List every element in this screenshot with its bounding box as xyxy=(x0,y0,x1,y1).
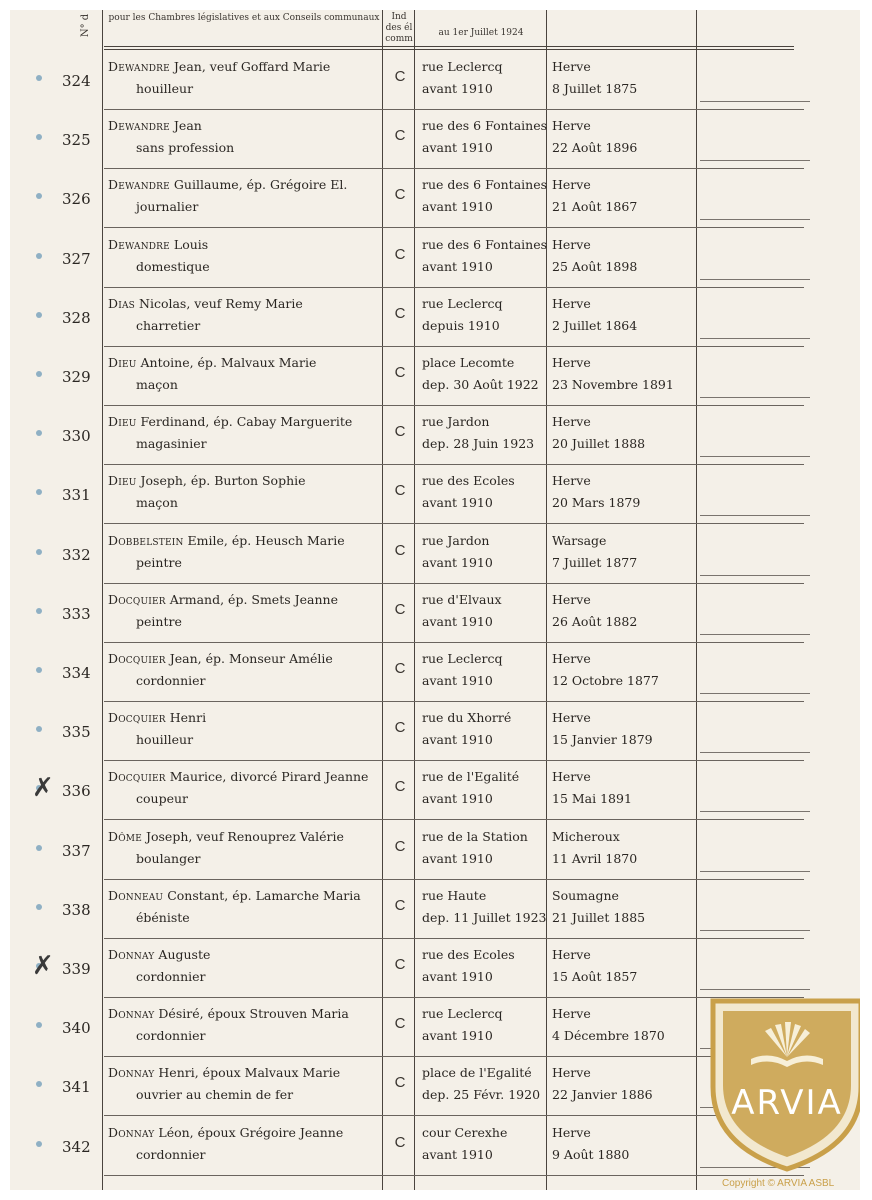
residence-since: avant 1910 xyxy=(422,673,493,688)
pencil-dot-icon xyxy=(36,430,42,436)
entry-number: 326 xyxy=(62,190,91,209)
given-name: Jean, veuf Goffard Marie xyxy=(169,59,331,74)
surname: Donnay xyxy=(108,1065,155,1081)
indication: C xyxy=(394,600,406,618)
entry-number: 338 xyxy=(62,900,91,919)
address: cour Cerexhe xyxy=(422,1124,508,1140)
address: rue du Xhorré xyxy=(422,710,512,726)
person-name xyxy=(108,651,388,666)
occupation: cordonnier xyxy=(136,969,206,984)
table-row xyxy=(10,169,860,228)
birth-date: 21 Août 1867 xyxy=(552,199,638,215)
table-row xyxy=(10,939,860,998)
residence-since: avant 1910 xyxy=(422,140,493,156)
address: rue d'Elvaux xyxy=(422,591,502,607)
birth-place: Herve xyxy=(552,1124,591,1140)
row-rule-right xyxy=(700,160,810,161)
entry-number: 325 xyxy=(62,131,91,150)
table-row xyxy=(10,821,860,880)
residence-since: dep. 30 Août 1922 xyxy=(422,377,539,392)
given-name: Henri, époux Malvaux Marie xyxy=(154,1065,341,1081)
given-name: Jean, ép. Monseur Amélie xyxy=(165,651,333,666)
occupation: houilleur xyxy=(136,732,194,748)
residence-since: avant 1910 xyxy=(422,199,493,215)
residence-since: avant 1910 xyxy=(422,1146,493,1162)
surname: Donnay xyxy=(108,947,155,962)
row-rule-right xyxy=(700,515,810,516)
indication: C xyxy=(394,1133,406,1151)
birth-date: 4 Décembre 1870 xyxy=(552,1028,665,1044)
person-name xyxy=(108,710,388,725)
pencil-dot-icon xyxy=(36,312,42,318)
indication: C xyxy=(394,778,406,796)
given-name: Joseph, ép. Burton Sophie xyxy=(136,473,306,489)
surname: Dewandre xyxy=(108,177,170,193)
birth-place: Herve xyxy=(552,59,591,74)
address: rue Leclercq xyxy=(422,59,503,74)
row-rule xyxy=(104,1175,804,1176)
pencil-dot-icon xyxy=(36,726,42,732)
address: rue Leclercq xyxy=(422,295,503,311)
person-name xyxy=(108,1065,388,1080)
residence-since: avant 1910 xyxy=(422,969,493,984)
surname: Donnay xyxy=(108,1006,155,1022)
occupation: houilleur xyxy=(136,81,194,96)
entry-number: 333 xyxy=(62,604,91,623)
indication: C xyxy=(394,660,406,677)
birth-date: 21 Juillet 1885 xyxy=(552,909,646,925)
pencil-dot-icon xyxy=(36,193,42,199)
table-header xyxy=(10,10,860,48)
person-name xyxy=(108,769,388,784)
address: rue des 6 Fontaines xyxy=(422,236,548,252)
cross-mark: ✗ xyxy=(32,951,54,981)
given-name: Emile, ép. Heusch Marie xyxy=(183,532,345,548)
given-name: Henri xyxy=(165,710,207,726)
surname: Donnay xyxy=(108,1124,155,1140)
person-name xyxy=(108,888,388,903)
pencil-dot-icon xyxy=(36,904,42,910)
entry-number: 327 xyxy=(62,249,91,268)
row-rule-right xyxy=(700,279,810,280)
given-name: Auguste xyxy=(154,947,211,962)
surname: Docquier xyxy=(108,591,166,607)
address: rue de l'Egalité xyxy=(422,769,520,785)
birth-date: 8 Juillet 1875 xyxy=(552,81,638,96)
header-rule-2 xyxy=(104,49,794,50)
occupation: maçon xyxy=(136,377,178,392)
pencil-dot-icon xyxy=(36,845,42,851)
residence-since: avant 1910 xyxy=(422,791,493,807)
address: rue Jardon xyxy=(422,532,490,548)
birth-date: 15 Janvier 1879 xyxy=(552,732,653,748)
table-row xyxy=(10,761,860,820)
pencil-dot-icon xyxy=(36,371,42,377)
table-row xyxy=(10,406,860,465)
person-name xyxy=(108,59,388,74)
copyright-notice: Copyright © ARVIA ASBL xyxy=(722,1178,835,1189)
entry-number: 329 xyxy=(62,368,91,386)
entry-number: 331 xyxy=(62,486,91,505)
given-name: Guillaume, ép. Grégoire El. xyxy=(169,177,348,193)
given-name: Désiré, époux Strouven Maria xyxy=(154,1006,349,1022)
person-name xyxy=(108,592,388,607)
surname: Dewandre xyxy=(108,118,170,134)
birth-place: Herve xyxy=(552,591,591,607)
birth-date: 9 Août 1880 xyxy=(552,1146,630,1162)
given-name: Nicolas, veuf Remy Marie xyxy=(135,295,303,311)
residence-since: avant 1910 xyxy=(422,554,493,570)
birth-place: Herve xyxy=(552,414,591,430)
person-name xyxy=(108,1125,388,1140)
surname: Dobbelstein xyxy=(108,532,184,548)
surname: Docquier xyxy=(108,710,166,726)
indication: C xyxy=(394,68,406,85)
birth-date: 12 Octobre 1877 xyxy=(552,673,659,688)
person-name xyxy=(108,237,388,252)
occupation: coupeur xyxy=(136,791,189,807)
indication: C xyxy=(394,1015,406,1033)
header-name: pour les Chambres législatives et aux Conseils communaux xyxy=(108,13,380,23)
entry-number: 332 xyxy=(62,545,91,564)
occupation: peintre xyxy=(136,613,182,629)
row-rule-right xyxy=(700,930,810,931)
given-name: Louis xyxy=(169,236,209,252)
address: rue de la Station xyxy=(422,828,528,844)
surname: Dias xyxy=(108,295,136,311)
row-rule-right xyxy=(700,634,810,635)
pencil-dot-icon xyxy=(36,134,42,140)
person-name xyxy=(108,829,388,844)
row-rule-right xyxy=(700,871,810,872)
indication: C xyxy=(394,837,406,855)
person-name xyxy=(108,118,388,133)
person-name xyxy=(108,414,388,429)
logo-text: ARVIA xyxy=(731,1083,843,1123)
indication: C xyxy=(394,423,406,441)
birth-place: Herve xyxy=(552,236,591,252)
birth-date: 23 Novembre 1891 xyxy=(552,377,674,392)
indication: C xyxy=(394,364,406,381)
residence-since: dep. 25 Févr. 1920 xyxy=(422,1087,541,1103)
occupation: sans profession xyxy=(136,140,235,156)
indication: C xyxy=(394,896,406,914)
address: place Lecomte xyxy=(422,355,515,370)
given-name: Jean xyxy=(169,118,202,134)
row-rule-right xyxy=(700,989,810,990)
birth-date: 22 Janvier 1886 xyxy=(552,1087,653,1103)
pencil-dot-icon xyxy=(36,253,42,259)
pencil-dot-icon xyxy=(36,1141,42,1147)
address: rue des 6 Fontaines xyxy=(422,118,548,134)
indication: C xyxy=(394,719,406,737)
pencil-dot-icon xyxy=(36,608,42,614)
occupation: charretier xyxy=(136,317,201,333)
table-row xyxy=(10,110,860,169)
surname: Docquier xyxy=(108,769,166,785)
residence-since: avant 1910 xyxy=(422,258,493,274)
address: rue des Ecoles xyxy=(422,947,515,962)
residence-since: avant 1910 xyxy=(422,732,493,748)
row-rule-right xyxy=(700,693,810,694)
birth-place: Herve xyxy=(552,177,591,193)
entry-number: 334 xyxy=(62,664,91,682)
table-row xyxy=(10,702,860,761)
surname: Donneau xyxy=(108,887,164,903)
header-number: N° d xyxy=(80,13,92,38)
birth-place: Herve xyxy=(552,295,591,311)
pencil-dot-icon xyxy=(36,75,42,81)
table-row xyxy=(10,584,860,643)
indication: C xyxy=(394,482,406,500)
table-row xyxy=(10,643,860,702)
pencil-dot-icon xyxy=(36,667,42,673)
header-indication: Ind des él comm xyxy=(385,12,413,44)
table-row xyxy=(10,347,860,406)
occupation: ébéniste xyxy=(136,909,190,925)
address: rue Leclercq xyxy=(422,1006,503,1022)
entry-number: 340 xyxy=(62,1019,91,1038)
birth-place: Herve xyxy=(552,710,591,726)
surname: Dewandre xyxy=(108,236,170,252)
residence-since: avant 1910 xyxy=(422,1028,493,1044)
indication: C xyxy=(394,541,406,559)
residence-since: dep. 28 Juin 1923 xyxy=(422,436,535,452)
entry-number: 341 xyxy=(62,1078,91,1097)
birth-place: Herve xyxy=(552,651,591,666)
table-row xyxy=(10,51,860,110)
birth-date: 26 Août 1882 xyxy=(552,613,638,629)
occupation: boulanger xyxy=(136,850,201,866)
occupation: maçon xyxy=(136,495,178,511)
address: rue Jardon xyxy=(422,414,490,430)
occupation: cordonnier xyxy=(136,1146,206,1162)
table-row xyxy=(10,525,860,584)
entry-number: 336 xyxy=(62,782,91,801)
table-row xyxy=(10,465,860,524)
table-row xyxy=(10,229,860,288)
person-name xyxy=(108,177,388,192)
header-rule xyxy=(104,46,794,47)
entry-number: 339 xyxy=(62,960,91,978)
row-rule-right xyxy=(700,752,810,753)
address: rue Haute xyxy=(422,887,487,903)
given-name: Léon, époux Grégoire Jeanne xyxy=(154,1124,344,1140)
birth-date: 20 Mars 1879 xyxy=(552,495,641,511)
surname: Dieu xyxy=(108,414,137,430)
given-name: Antoine, ép. Malvaux Marie xyxy=(136,355,317,370)
birth-place: Herve xyxy=(552,473,591,489)
given-name: Constant, ép. Lamarche Maria xyxy=(163,887,361,903)
row-rule-right xyxy=(700,338,810,339)
pencil-dot-icon xyxy=(36,489,42,495)
residence-since: avant 1910 xyxy=(422,81,493,96)
birth-place: Warsage xyxy=(552,532,607,548)
birth-place: Micheroux xyxy=(552,828,620,844)
residence-since: depuis 1910 xyxy=(422,317,500,333)
birth-place: Soumagne xyxy=(552,887,619,903)
pencil-dot-icon xyxy=(36,1022,42,1028)
entry-number: 342 xyxy=(62,1137,91,1156)
row-rule-right xyxy=(700,575,810,576)
arvia-logo xyxy=(707,995,860,1173)
table-row xyxy=(10,880,860,939)
address: rue des 6 Fontaines xyxy=(422,177,548,193)
surname: Dôme xyxy=(108,828,142,844)
pencil-dot-icon xyxy=(36,1081,42,1087)
indication: C xyxy=(394,956,406,973)
pencil-dot-icon xyxy=(36,549,42,555)
indication: C xyxy=(394,127,406,145)
birth-date: 15 Août 1857 xyxy=(552,969,638,984)
birth-date: 20 Juillet 1888 xyxy=(552,436,646,452)
given-name: Joseph, veuf Renouprez Valérie xyxy=(142,828,344,844)
person-name xyxy=(108,473,388,488)
cross-mark: ✗ xyxy=(32,773,54,804)
occupation: cordonnier xyxy=(136,1028,206,1044)
birth-place: Herve xyxy=(552,118,591,134)
birth-place: Herve xyxy=(552,769,591,785)
occupation: ouvrier au chemin de fer xyxy=(136,1087,294,1103)
occupation: cordonnier xyxy=(136,673,206,688)
indication: C xyxy=(394,304,406,322)
surname: Dewandre xyxy=(108,59,170,74)
indication: C xyxy=(394,245,406,263)
residence-since: dep. 11 Juillet 1923 xyxy=(422,909,547,925)
occupation: peintre xyxy=(136,554,182,570)
birth-place: Herve xyxy=(552,1065,591,1081)
indication: C xyxy=(394,1074,406,1092)
given-name: Ferdinand, ép. Cabay Marguerite xyxy=(136,414,353,430)
indication: C xyxy=(394,186,406,204)
occupation: journalier xyxy=(136,199,199,215)
surname: Dieu xyxy=(108,473,137,489)
birth-date: 25 Août 1898 xyxy=(552,258,638,274)
row-rule-right xyxy=(700,456,810,457)
table-row xyxy=(10,288,860,347)
entry-number: 328 xyxy=(62,308,91,327)
given-name: Maurice, divorcé Pirard Jeanne xyxy=(165,769,369,785)
given-name: Armand, ép. Smets Jeanne xyxy=(165,591,338,607)
address: rue Leclercq xyxy=(422,651,503,666)
header-address: au 1er Juillet 1924 xyxy=(438,28,524,38)
birth-place: Herve xyxy=(552,1006,591,1022)
birth-date: 7 Juillet 1877 xyxy=(552,554,638,570)
surname: Dieu xyxy=(108,355,137,370)
surname: Docquier xyxy=(108,651,166,666)
birth-date: 22 Août 1896 xyxy=(552,140,638,156)
birth-date: 11 Avril 1870 xyxy=(552,850,638,866)
row-rule-right xyxy=(700,219,810,220)
row-rule-right xyxy=(700,811,810,812)
birth-place: Herve xyxy=(552,355,591,370)
birth-date: 2 Juillet 1864 xyxy=(552,317,638,333)
residence-since: avant 1910 xyxy=(422,495,493,511)
residence-since: avant 1910 xyxy=(422,850,493,866)
occupation: domestique xyxy=(136,258,210,274)
occupation: magasinier xyxy=(136,436,207,452)
row-rule-right xyxy=(700,101,810,102)
birth-date: 15 Mai 1891 xyxy=(552,791,632,807)
register-page xyxy=(10,10,860,1190)
entry-number: 324 xyxy=(62,72,91,90)
birth-place: Herve xyxy=(552,947,591,962)
row-rule-right xyxy=(700,397,810,398)
address: place de l'Egalité xyxy=(422,1065,532,1081)
person-name xyxy=(108,1006,388,1021)
residence-since: avant 1910 xyxy=(422,613,493,629)
person-name xyxy=(108,355,388,370)
person-name xyxy=(108,947,388,962)
person-name xyxy=(108,533,388,548)
person-name xyxy=(108,296,388,311)
entry-number: 337 xyxy=(62,841,91,860)
entry-number: 335 xyxy=(62,723,91,742)
entry-number: 330 xyxy=(62,427,91,446)
address: rue des Ecoles xyxy=(422,473,515,489)
